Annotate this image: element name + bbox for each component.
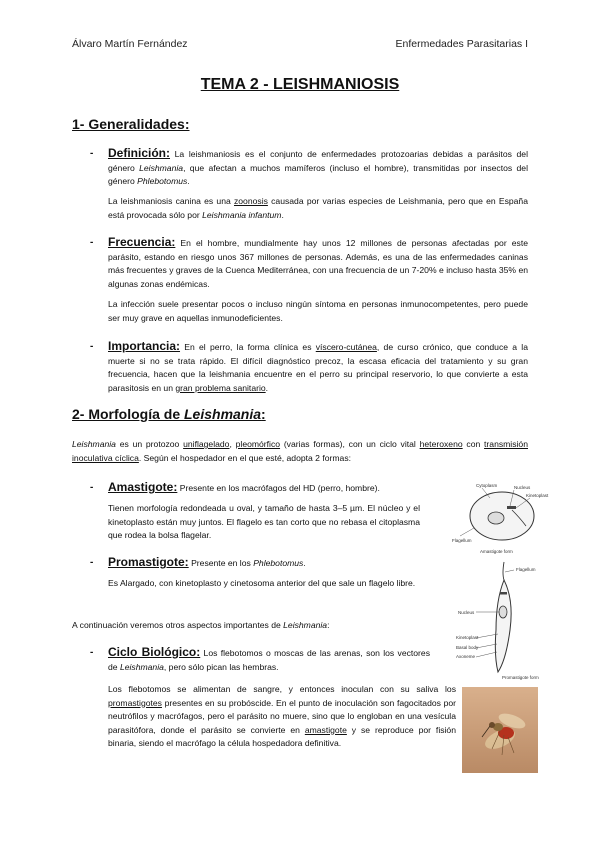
ciclo-paragraph: Ciclo Biológico: Los flebotomos o moscas de las arenas, son los vectores de Leishmania, pero sólo pican las hembras. — [108, 645, 430, 672]
promastigote-label: Flagellum — [516, 567, 536, 572]
bullet-dash: - — [90, 237, 94, 248]
amastigote-label: Cytoplasm — [476, 483, 498, 488]
promastigote-nucleus — [499, 606, 507, 618]
zoonosis-term: zoonosis — [233, 196, 268, 206]
promastigote-paragraph: Promastigote: Presente en los Phlebotomus. — [108, 555, 306, 569]
amastigote-paragraph: Amastigote: Presente en los macrófagos del HD (perro, hombre). — [108, 480, 380, 494]
sandfly-photo — [462, 687, 538, 773]
header-author: Álvaro Martín Fernández — [72, 38, 188, 50]
transition-line: A continuación veremos otros aspectos importantes de Leishmania: — [72, 620, 330, 630]
amastigote-term: Amastigote: — [108, 480, 178, 494]
amastigote-label: Flagellum — [452, 538, 472, 543]
amastigote-diagram — [452, 478, 552, 556]
section-heading-morfologia: 2- Morfología de Leishmania: — [72, 406, 266, 422]
definicion-paragraph-2: La leishmaniosis canina es una zoonosis causada por varias especies de Leishmania, pero que en España está provocada sólo por Leishmania infantum. — [108, 196, 528, 220]
definicion-term: Definición: — [108, 146, 170, 160]
promastigote-label: Axoneme — [456, 654, 476, 659]
importancia-term: Importancia: — [108, 339, 181, 353]
promastigote-term: Promastigote: — [108, 555, 189, 569]
promastigote-label: Kinetoplast — [456, 635, 479, 640]
bullet-dash: - — [90, 148, 94, 159]
amastigote-label: Nucleus — [514, 485, 531, 490]
promastigote-label: Basal body — [456, 645, 479, 650]
header-course: Enfermedades Parasitarias I — [395, 38, 528, 50]
section-heading-generalidades: 1- Generalidades: — [72, 116, 190, 132]
promastigote-label: Nucleus — [458, 610, 475, 615]
amastigote-caption: Amastigote form — [480, 549, 513, 554]
morfologia-intro: Leishmania es un protozoo uniflagelado, pleomórfico (varias formas), con un ciclo vital heteroxeno con transmisión inoculativa cíclica. Según el hospedador en el que esté, adopta 2 formas: — [72, 439, 528, 463]
ciclo-paragraph-2: Los flebotomos se alimentan de sangre, y entonces inoculan con su saliva los promastigotes presentes en su probóscide. En el punto de inoculación son fagocitados por neutrófilos y macrófagos, pero el parásito no muere, sino que lo engloban en una vesícula parasitófora, donde el parásito se convierte en amastigote y se reproduce por fisión binaria, siendo el macrófago la célula hospedadora definitiva. — [108, 684, 456, 749]
promastigote-caption: Promastigote form — [502, 675, 539, 680]
promastigote-diagram — [456, 560, 552, 680]
promastigote-flagellum — [503, 562, 504, 580]
promastigote-kinetoplast — [500, 592, 507, 595]
frecuencia-term: Frecuencia: — [108, 235, 176, 249]
amastigote-kinetoplast — [507, 506, 516, 509]
ciclo-term: Ciclo Biológico: — [108, 645, 201, 659]
bullet-dash: - — [90, 557, 94, 568]
frecuencia-paragraph: Frecuencia: En el hombre, mundialmente hay unos 12 millones de personas afectadas por este parásito, estando en riesgo unos 367 millones de personas. Además, es una de las enfermedades caninas más frecuentes y graves de la Cuenca Mediterránea, con una frecuencia de un 7-20% e incluso hasta 35% en algunas zonas endémicas. — [108, 235, 528, 289]
frecuencia-paragraph-2: La infección suele presentar pocos o incluso ningún síntoma en personas inmunocompetentes, pero puede ser muy grave en aquellas inmunodeficientes. — [108, 299, 528, 323]
amastigote-nucleus — [488, 512, 504, 524]
amastigote-paragraph-2: Tienen morfología redondeada u oval, y tamaño de hasta 3–5 µm. El núcleo y el kinetoplasto están muy juntos. El flagelo es tan corto que no rebasa el citoplasma que rodea la bolsa flagelar. — [108, 503, 420, 541]
bullet-dash: - — [90, 341, 94, 352]
sandfly-head — [489, 722, 495, 728]
amastigote-label: Kinetoplast — [526, 493, 549, 498]
definicion-paragraph: Definición: La leishmaniosis es el conjunto de enfermedades protozoarias debidas a parásitos del género Leishmania, que afectan a muchos mamíferos (incluso el hombre), transmitidas por insectos del género Phlebotomus. — [108, 146, 528, 187]
bullet-dash: - — [90, 482, 94, 493]
bullet-dash: - — [90, 647, 94, 658]
promastigote-paragraph-2: Es Alargado, con kinetoplasto y cinetosoma anterior del que sale un flagelo libre. — [108, 578, 416, 588]
page-title: TEMA 2 - LEISHMANIOSIS — [200, 76, 400, 93]
importancia-paragraph: Importancia: En el perro, la forma clínica es víscero-cutánea, de curso crónico, que conduce a la muerte si no se trata rápido. El difícil diagnóstico precoz, la escasa eficacia del tratamiento y su gran frecuencia, hacen que la leishmania encuentre en el perro su principal reservorio, lo que convierte a esta parasitosis en un gran problema sanitario. — [108, 339, 528, 393]
